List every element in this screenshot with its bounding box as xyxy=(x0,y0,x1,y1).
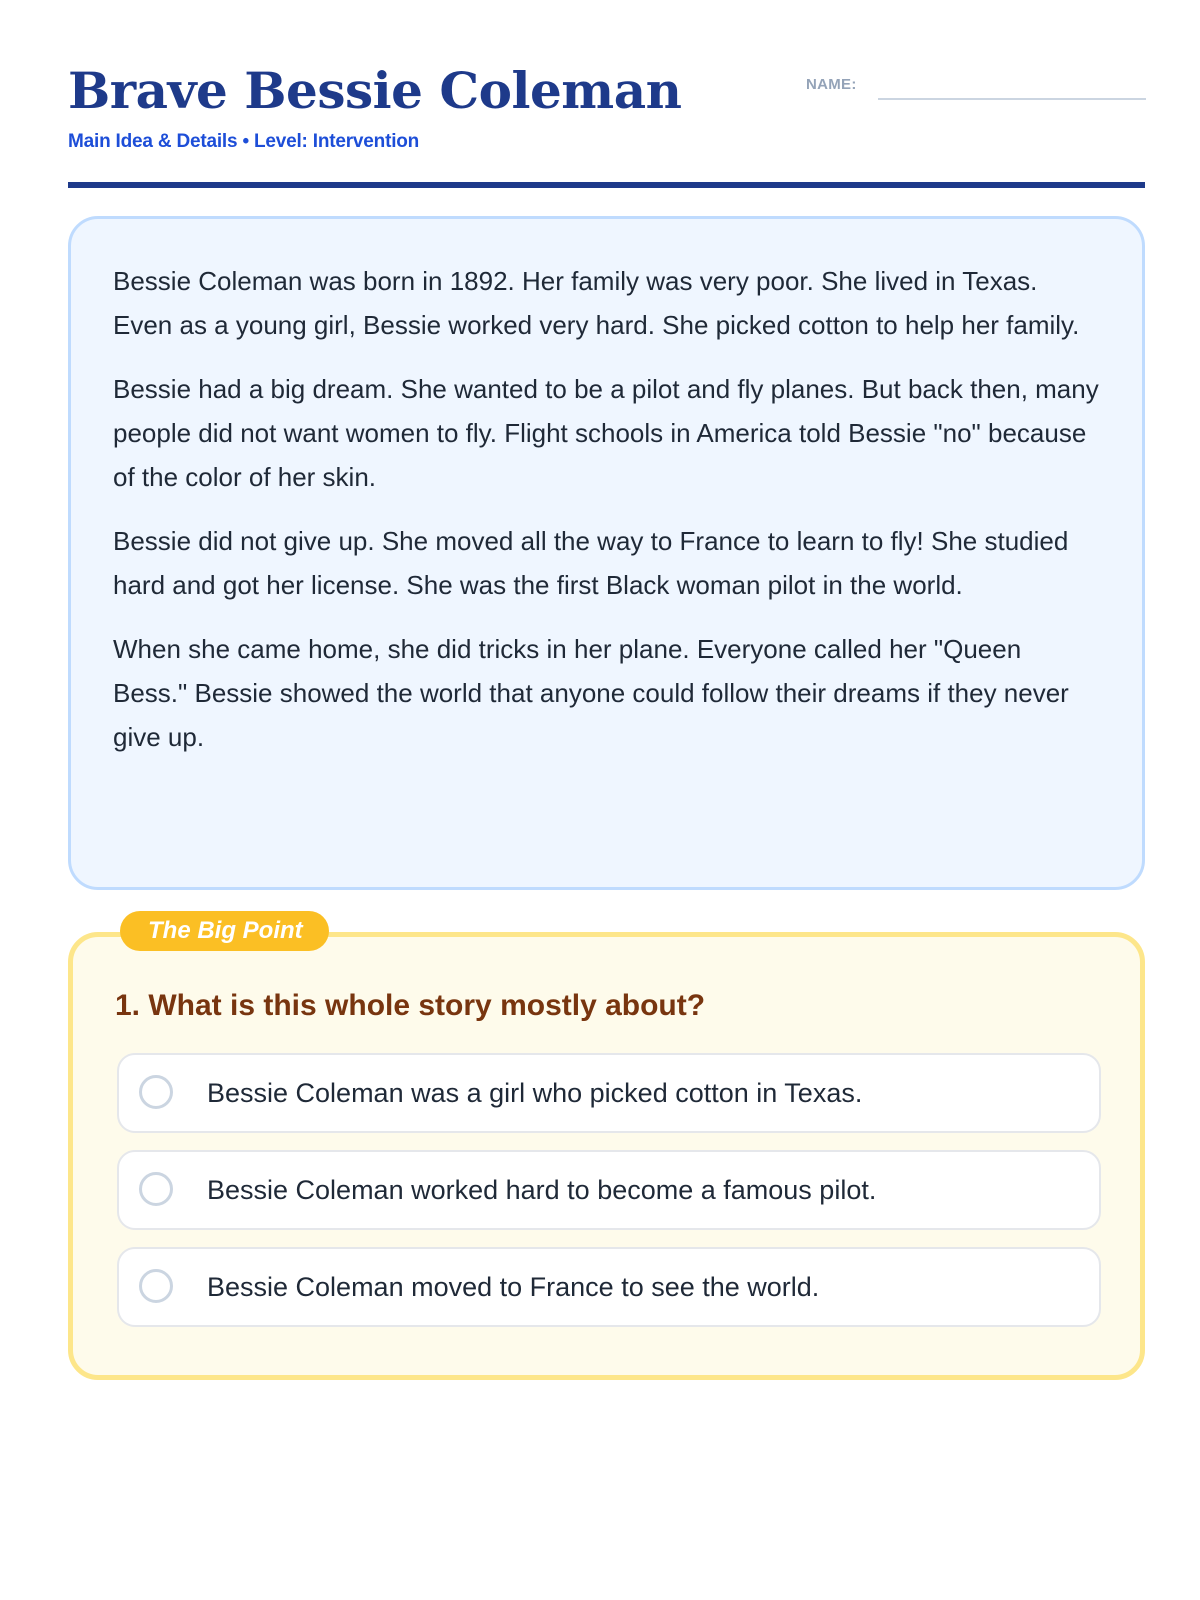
header-divider xyxy=(68,182,1145,188)
answer-options xyxy=(117,1053,1101,1344)
radio-circle-icon[interactable] xyxy=(139,1269,173,1303)
passage-paragraph: Bessie had a big dream. She wanted to be a pilot and fly planes. But back then, many people did not want women to fly. Flight schools in America told Bessie "no" because of the color of her skin. xyxy=(113,374,1099,492)
answer-option-b[interactable] xyxy=(117,1150,1101,1230)
answer-option-label: Bessie Coleman moved to France to see the world. xyxy=(207,1272,820,1302)
passage-paragraph: Bessie Coleman was born in 1892. Her family was very poor. She lived in Texas. Even as a young girl, Bessie worked very hard. She picked cotton to help her family. xyxy=(113,266,1080,340)
radio-circle-icon[interactable] xyxy=(139,1172,173,1206)
answer-option-label: Bessie Coleman worked hard to become a famous pilot. xyxy=(207,1175,877,1205)
page-title: Brave Bessie Coleman xyxy=(68,61,682,120)
passage-paragraph: When she came home, she did tricks in her plane. Everyone called her "Queen Bess." Bessie showed the world that anyone could follow their dreams if they never give up. xyxy=(113,634,1069,752)
passage-paragraph: Bessie did not give up. She moved all the way to France to learn to fly! She studied hard and got her license. She was the first Black woman pilot in the world. xyxy=(113,526,1069,600)
radio-circle-icon[interactable] xyxy=(139,1075,173,1109)
page-subtitle: Main Idea & Details • Level: Intervention xyxy=(68,131,420,152)
name-label: NAME: xyxy=(806,76,857,93)
worksheet-page xyxy=(68,0,1145,1302)
question-card xyxy=(68,917,1145,1380)
reading-passage xyxy=(68,216,1145,890)
answer-option-a[interactable] xyxy=(117,1053,1101,1133)
answer-option-label: Bessie Coleman was a girl who picked cotton in Texas. xyxy=(207,1078,863,1108)
answer-option-c[interactable] xyxy=(117,1247,1101,1327)
question-text: 1. What is this whole story mostly about? xyxy=(115,989,706,1022)
big-point-tag: The Big Point xyxy=(120,911,329,951)
worksheet-header xyxy=(68,0,1145,186)
name-field[interactable] xyxy=(878,98,1146,100)
